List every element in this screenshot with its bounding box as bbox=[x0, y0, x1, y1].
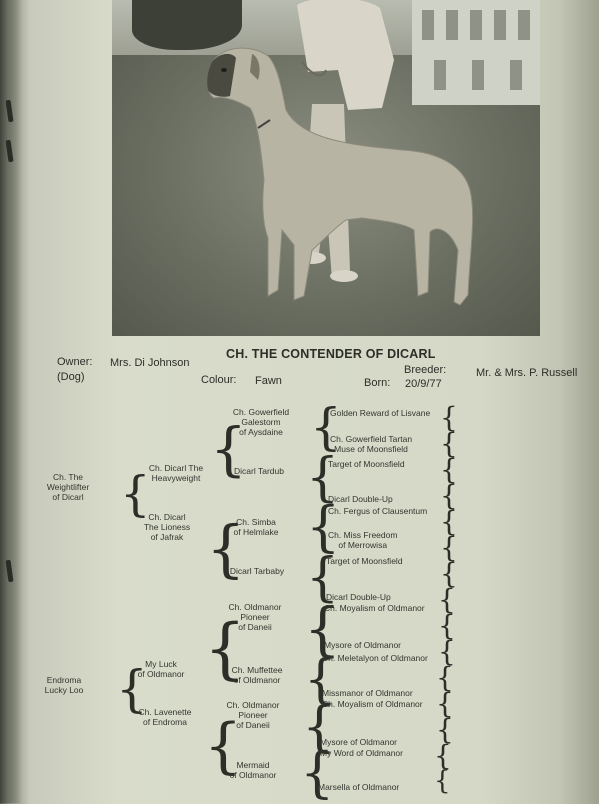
g3-sdd-name: Dicarl Tarbaby bbox=[229, 566, 285, 576]
g4-name: Target of Moonsfield bbox=[328, 459, 405, 469]
pedigree-bracket: { bbox=[434, 739, 452, 772]
pedigree-bracket: { bbox=[440, 531, 458, 564]
g4-name: Dicarl Double-Up bbox=[328, 494, 393, 504]
g4-name: Ch. Moyalism of Oldmanor bbox=[324, 603, 425, 613]
colour-label: Colour: bbox=[201, 374, 237, 386]
pedigree-bracket: { bbox=[210, 415, 247, 483]
sire-name: Ch. The Weightlifter of Dicarl bbox=[46, 472, 90, 502]
pedigree-bracket: { bbox=[204, 610, 246, 687]
born-date: 20/9/77 bbox=[405, 378, 442, 390]
pedigree-bracket: { bbox=[438, 583, 456, 616]
breeder-label: Breeder: bbox=[404, 364, 447, 376]
breeder-name: Mr. & Mrs. P. Russell bbox=[476, 367, 578, 379]
g4-name: Target of Moonsfield bbox=[326, 556, 403, 566]
owner-name: Mrs. Di Johnson bbox=[110, 357, 190, 369]
dog-title: CH. THE CONTENDER OF DICARL bbox=[226, 347, 436, 361]
g4-name: Golden Reward of Lisvane bbox=[330, 408, 431, 418]
pedigree-bracket: { bbox=[440, 401, 458, 434]
pedigree-bracket: { bbox=[116, 660, 148, 718]
pedigree-bracket: { bbox=[206, 512, 246, 585]
pedigree-bracket: { bbox=[436, 713, 454, 746]
g3-dds-name: Ch. Oldmanor Pioneer of Daneii bbox=[226, 700, 280, 730]
pedigree-bracket: { bbox=[436, 661, 454, 694]
sex: (Dog) bbox=[57, 371, 85, 383]
pedigree-bracket: { bbox=[300, 741, 335, 804]
pedigree-bracket: { bbox=[440, 427, 458, 460]
pedigree-bracket: { bbox=[120, 466, 151, 522]
sire-dam-name: Ch. Dicarl The Lioness of Jafrak bbox=[143, 512, 191, 542]
g3-ssd-name: Dicarl Tardub bbox=[234, 466, 284, 476]
g4-name: Dicarl Double-Up bbox=[326, 592, 391, 602]
pedigree-bracket: { bbox=[302, 695, 337, 758]
pedigree-bracket: { bbox=[434, 766, 451, 796]
born-label: Born: bbox=[364, 377, 391, 389]
g4-name: Missmanor of Oldmanor bbox=[322, 688, 413, 698]
pedigree-bracket: { bbox=[310, 398, 342, 456]
pedigree-bracket: { bbox=[438, 635, 456, 668]
colour-value: Fawn bbox=[255, 375, 282, 387]
pedigree-bracket: { bbox=[440, 479, 458, 512]
dam-sire-name: My Luck of Oldmanor bbox=[137, 659, 185, 679]
dam-name: Endroma Lucky Loo bbox=[44, 675, 84, 695]
pedigree-bracket: { bbox=[304, 650, 338, 710]
pedigree-bracket: { bbox=[440, 505, 458, 538]
dog-and-handler-figure bbox=[112, 0, 540, 336]
pedigree-bracket: { bbox=[304, 595, 341, 663]
g4-name: Marsella of Oldmanor bbox=[318, 782, 400, 792]
g3-sds-name: Ch. Simba of Helmlake bbox=[233, 517, 279, 537]
pedigree-bracket: { bbox=[440, 557, 458, 590]
g3-ddd-name: Mermaid of Oldmanor bbox=[229, 760, 277, 780]
g3-dsd-name: Ch. Muffettee of Oldmanor bbox=[231, 665, 283, 685]
pedigree-bracket: { bbox=[306, 548, 340, 608]
pedigree-bracket: { bbox=[306, 448, 340, 508]
g3-dss-name: Ch. Oldmanor Pioneer of Daneii bbox=[228, 602, 282, 632]
pedigree-bracket: { bbox=[306, 495, 341, 558]
g4-name: Ch. Miss Freedom of Merrowisa bbox=[328, 530, 398, 550]
g4-name: Ch. Moyalism of Oldmanor bbox=[322, 699, 423, 709]
owner-label: Owner: bbox=[57, 356, 93, 368]
g4-name: My Word of Oldmanor bbox=[320, 748, 403, 758]
pedigree-bracket: { bbox=[204, 711, 243, 781]
g3-sss-name: Ch. Gowerfield Galestorm of Aysdaine bbox=[232, 407, 290, 437]
pedigree-bracket: { bbox=[438, 609, 456, 642]
dog-photograph bbox=[112, 0, 540, 336]
g4-name: Mysore of Oldmanor bbox=[320, 737, 397, 747]
sire-sire-name: Ch. Dicarl The Heavyweight bbox=[148, 463, 204, 483]
pedigree-bracket: { bbox=[440, 453, 458, 486]
g4-name: Ch. Meletalyon of Oldmanor bbox=[322, 653, 428, 663]
dam-dam-name: Ch. Lavenette of Endroma bbox=[138, 707, 192, 727]
g4-name: Ch. Gowerfield Tartan Muse of Moonsfield bbox=[330, 434, 413, 454]
g4-name: Mysore of Oldmanor bbox=[324, 640, 401, 650]
g4-name: Ch. Fergus of Clausentum bbox=[328, 506, 428, 516]
pedigree-bracket: { bbox=[436, 687, 454, 720]
